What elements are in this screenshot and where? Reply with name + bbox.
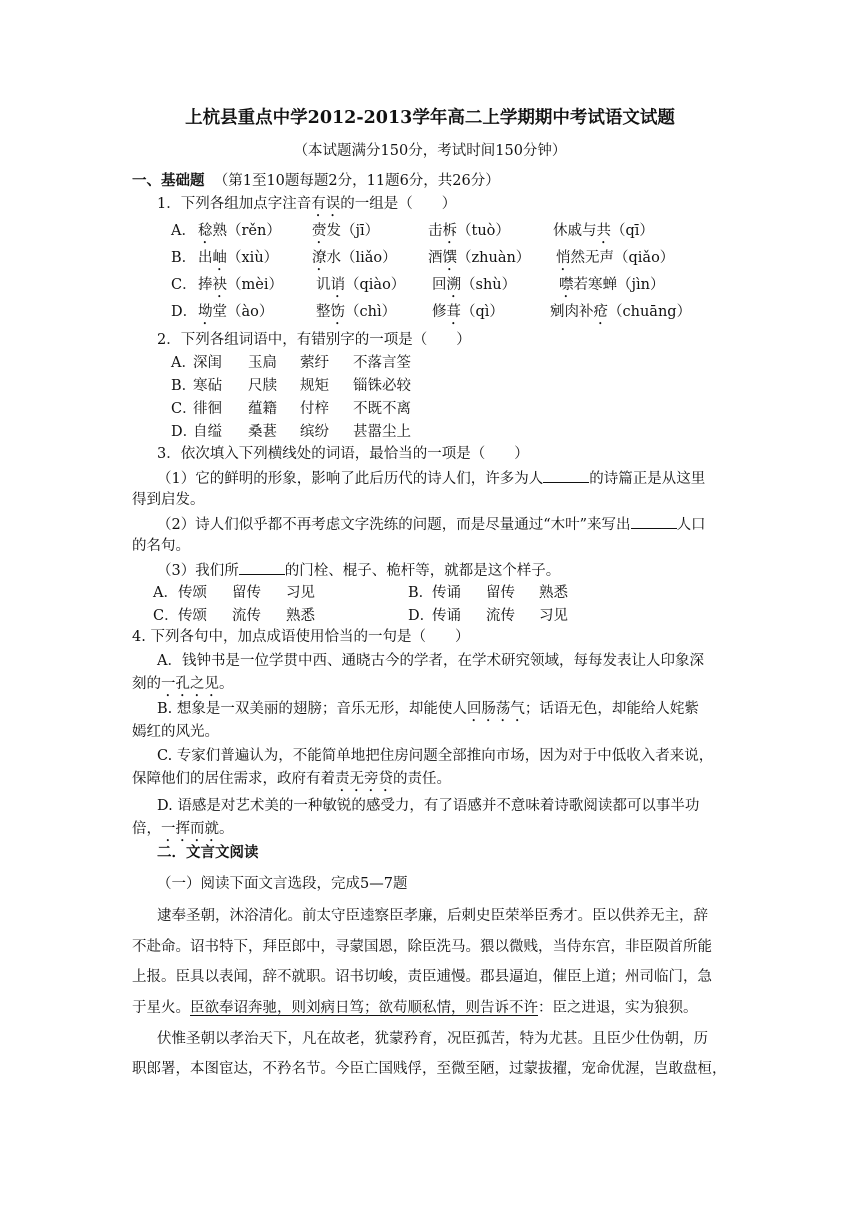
q1-a-item4: 休戚与共（qī） <box>553 223 654 239</box>
q1-b-item2: 潦水（liǎo） <box>312 250 397 266</box>
q1-d-item2: 整饬（chì） <box>316 304 397 320</box>
q1-b-item4: 悄然无声（qiǎo） <box>556 250 675 266</box>
page-title: 上杭县重点中学2012-2013学年高二上学期期中考试语文试题 <box>185 108 675 128</box>
q4-b-line1: B. 想象是一双美丽的翅膀；音乐无形，却能使人回肠荡气；话语无色，却能给人姹紫 <box>157 701 699 717</box>
fill-blank <box>543 468 589 483</box>
q1-d-item4: 剜肉补疮（chuāng） <box>550 304 692 320</box>
section-2-heading: 二．文言文阅读 <box>157 844 259 861</box>
q1-stem: 1．下列各组加点字注音有误的一组是（ ） <box>157 196 457 212</box>
q1-b-item3: 酒馔（zhuàn） <box>428 250 531 266</box>
q3-sentence-2-cont: 的名句。 <box>132 538 190 554</box>
q3-word: 传诵 <box>432 585 461 601</box>
q2-word: 不落言筌 <box>353 355 411 371</box>
q3-word: 留传 <box>232 585 261 601</box>
q3-sentence-3: （3）我们所 的门栓、棍子、桅杆等，就都是这个样子。 <box>157 560 560 581</box>
q1-option-label: D． <box>171 304 198 320</box>
page-subtitle: （本试题满分150分，考试时间150分钟） <box>293 143 567 159</box>
q4-d-line1: D. 语感是对艺术美的一种敏锐的感受力，有了语感并不意味着诗歌阅读都可以事半功 <box>157 798 700 814</box>
q4-c-line1: C. 专家们普遍认为，不能简单地把住房问题全部推向市场，因为对于中低收入者来说， <box>157 748 714 764</box>
section-1-heading <box>132 171 500 191</box>
q2-word: 锱铢必较 <box>353 378 411 394</box>
q3-word: 传颂 <box>178 585 207 601</box>
q2-word: 萦纡 <box>300 355 329 371</box>
q2-word: 尺牍 <box>248 378 277 394</box>
q3-option-label: A． <box>153 585 178 601</box>
q2-word: 规矩 <box>300 378 329 394</box>
q4-b-line2: 嫣红的风光。 <box>132 724 219 740</box>
q2-option-label: C． <box>171 401 197 417</box>
fill-blank <box>239 560 285 575</box>
passage-line: 不赴命。诏书特下，拜臣郎中，寻蒙国恩，除臣洗马。猥以微贱，当侍东宫，非臣陨首所能 <box>132 939 712 955</box>
q3-stem: 3．依次填入下列横线处的词语，最恰当的一项是（ ） <box>157 446 529 462</box>
q1-option-label: C． <box>171 277 197 293</box>
q1-a-item2: 赍发（jī） <box>312 223 380 239</box>
q2-word: 寒砧 <box>193 378 222 394</box>
q2-word: 不既不离 <box>353 401 411 417</box>
q3-word: 流传 <box>486 608 515 624</box>
q3-option-label: D． <box>408 608 435 624</box>
q2-option-label: D． <box>171 424 198 440</box>
q2-word: 桑葚 <box>248 424 277 440</box>
q2-stem: 2．下列各组词语中，有错别字的一项是（ ） <box>157 332 471 348</box>
q2-word: 自缢 <box>193 424 222 440</box>
q2-word: 付梓 <box>300 401 329 417</box>
q2-word: 徘徊 <box>193 401 222 417</box>
q3-word: 熟悉 <box>286 608 315 624</box>
q1-a-item1: 稔熟（rěn） <box>198 223 281 239</box>
q4-d-line2: 倍，一挥而就。 <box>132 821 234 837</box>
q1-c-item4: 噤若寒蝉（jìn） <box>559 277 665 293</box>
q1-stem-dotted: 有误 <box>311 196 341 212</box>
q3-word: 留传 <box>486 585 515 601</box>
q4-stem: 4. 下列各句中，加点成语使用恰当的一句是（ ） <box>132 629 470 645</box>
q1-c-item3: 回溯（shù） <box>432 277 517 293</box>
q3-option-label: C． <box>153 608 179 624</box>
passage-line: 伏惟圣朝以孝治天下，凡在故老，犹蒙矜育，况臣孤苦，特为尤甚。且臣少仕伪朝，历 <box>157 1031 708 1047</box>
passage-line-underlined: 于星火。臣欲奉诏奔驰，则刘病日笃；欲苟顺私情，则告诉不许：臣之进退，实为狼狈。 <box>132 1000 698 1016</box>
passage-intro: （一）阅读下面文言选段，完成5—7题 <box>157 876 408 892</box>
q1-c-item2: 讥诮（qiào） <box>316 277 406 293</box>
q1-a-item3: 击柝（tuò） <box>428 223 510 239</box>
underlined-sentence: 臣欲奉诏奔驰，则刘病日笃；欲苟顺私情，则告诉不许 <box>190 1000 538 1016</box>
q2-word: 深闺 <box>193 355 222 371</box>
q1-option-label: B． <box>171 250 197 266</box>
q3-sentence-2: （2）诗人们似乎都不再考虑文字洗练的问题，而是尽量通过“木叶”来写出 人口 <box>157 514 706 535</box>
q3-word: 流传 <box>232 608 261 624</box>
q4-a-line1: A．钱钟书是一位学贯中西、通晓古今的学者，在学术研究领域，每每发表让人印象深 <box>157 653 704 669</box>
q1-c-item1: 捧袂（mèi） <box>198 277 283 293</box>
q1-option-label: A． <box>171 223 196 239</box>
section-1-title: 一、基础题 <box>132 172 205 189</box>
q1-d-item1: 坳堂（ào） <box>198 304 274 320</box>
q3-option-label: B． <box>408 585 434 601</box>
q3-word: 习见 <box>539 608 568 624</box>
q4-a-line2: 刻的一孔之见。 <box>132 676 234 692</box>
passage-line: 职郎署，本图宦达，不矜名节。今臣亡国贱俘，至微至陋，过蒙拔擢，宠命优渥，岂敢盘桓， <box>132 1061 727 1077</box>
q2-word: 缤纷 <box>300 424 329 440</box>
q3-word: 习见 <box>286 585 315 601</box>
passage-line: 逮奉圣朝，沐浴清化。前太守臣逵察臣孝廉，后刺史臣荣举臣秀才。臣以供养无主，辞 <box>157 908 708 924</box>
fill-blank <box>631 514 677 529</box>
q3-sentence-1: （1）它的鲜明的形象，影响了此后历代的诗人们，许多为人 的诗篇正是从这里 <box>157 468 705 489</box>
passage-line: 上报。臣具以表闻，辞不就职。诏书切峻，责臣逋慢。郡县逼迫，催臣上道；州司临门，急 <box>132 969 712 985</box>
q1-d-item3: 修葺（qì） <box>432 304 504 320</box>
q2-word: 玉扃 <box>248 355 277 371</box>
q2-option-label: B． <box>171 378 197 394</box>
q1-b-item1: 出岫（xiù） <box>198 250 279 266</box>
q3-word: 传诵 <box>432 608 461 624</box>
section-1-note: （第1至10题每题2分，11题6分，共26分） <box>213 173 500 189</box>
q2-option-label: A． <box>171 355 196 371</box>
q4-c-line2: 保障他们的居住需求，政府有着责无旁贷的责任。 <box>132 771 451 787</box>
q2-word: 蕴籍 <box>248 401 277 417</box>
q2-word: 甚嚣尘上 <box>353 424 411 440</box>
q3-sentence-1-cont: 得到启发。 <box>132 492 205 508</box>
q3-word: 熟悉 <box>539 585 568 601</box>
q3-word: 传颂 <box>178 608 207 624</box>
